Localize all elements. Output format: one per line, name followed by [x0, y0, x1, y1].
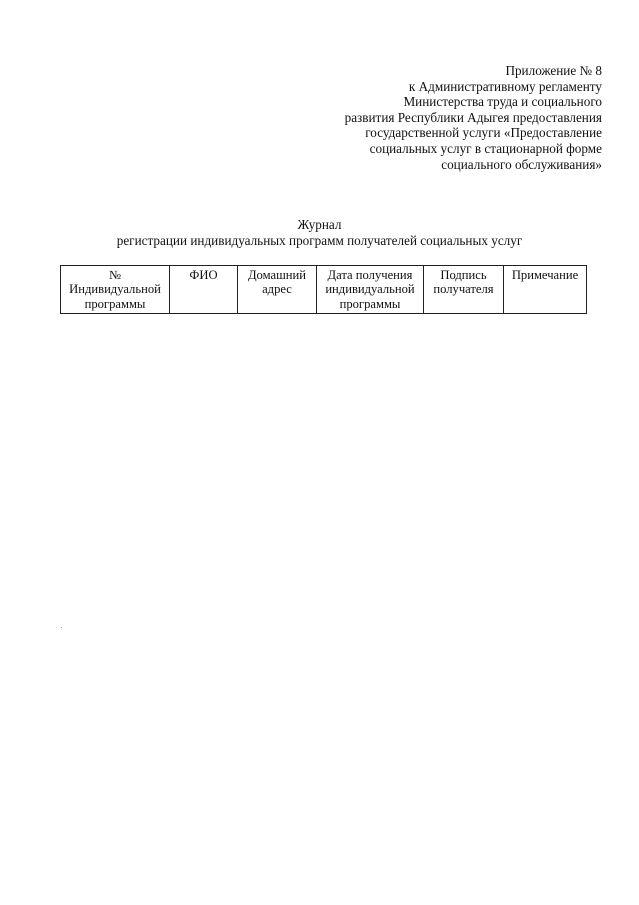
header-full-name [170, 266, 238, 314]
journal-title [0, 217, 639, 248]
appendix-note [302, 63, 602, 172]
header-line: Подпись [440, 268, 487, 282]
header-line: программы [84, 296, 146, 311]
title-heading: Журнал [297, 217, 342, 232]
header-program-number [61, 266, 170, 314]
header-receipt-date [317, 266, 424, 314]
header-line: Дата получения [327, 268, 413, 282]
header-line: Домашний [247, 268, 307, 282]
header-line: программы [339, 296, 401, 311]
header-line: № [108, 268, 122, 282]
header-line: адрес [262, 282, 292, 297]
appendix-line: Министерства труда и социального [403, 94, 602, 110]
table-header-row [61, 266, 587, 314]
appendix-line: развития Республики Адыгея предоставления [344, 109, 602, 125]
header-line: индивидуальной [325, 282, 415, 297]
appendix-line: социальных услуг в стационарной форме [369, 140, 602, 156]
appendix-line: к Административному регламенту [408, 78, 602, 94]
registration-table [60, 265, 587, 314]
title-subheading: регистрации индивидуальных программ получателей социальных услуг [116, 232, 523, 248]
header-recipient-signature [424, 266, 504, 314]
appendix-line: государственной услуги «Предоставление [365, 125, 602, 141]
header-line: получателя [433, 282, 494, 297]
scan-speck [61, 627, 62, 628]
header-line: Индивидуальной [69, 282, 161, 297]
header-line: Примечание [511, 268, 579, 282]
appendix-line: Приложение № 8 [505, 63, 602, 78]
appendix-line: социального обслуживания» [441, 156, 602, 172]
header-note [504, 266, 587, 314]
header-line: ФИО [189, 268, 218, 282]
header-home-address [238, 266, 317, 314]
